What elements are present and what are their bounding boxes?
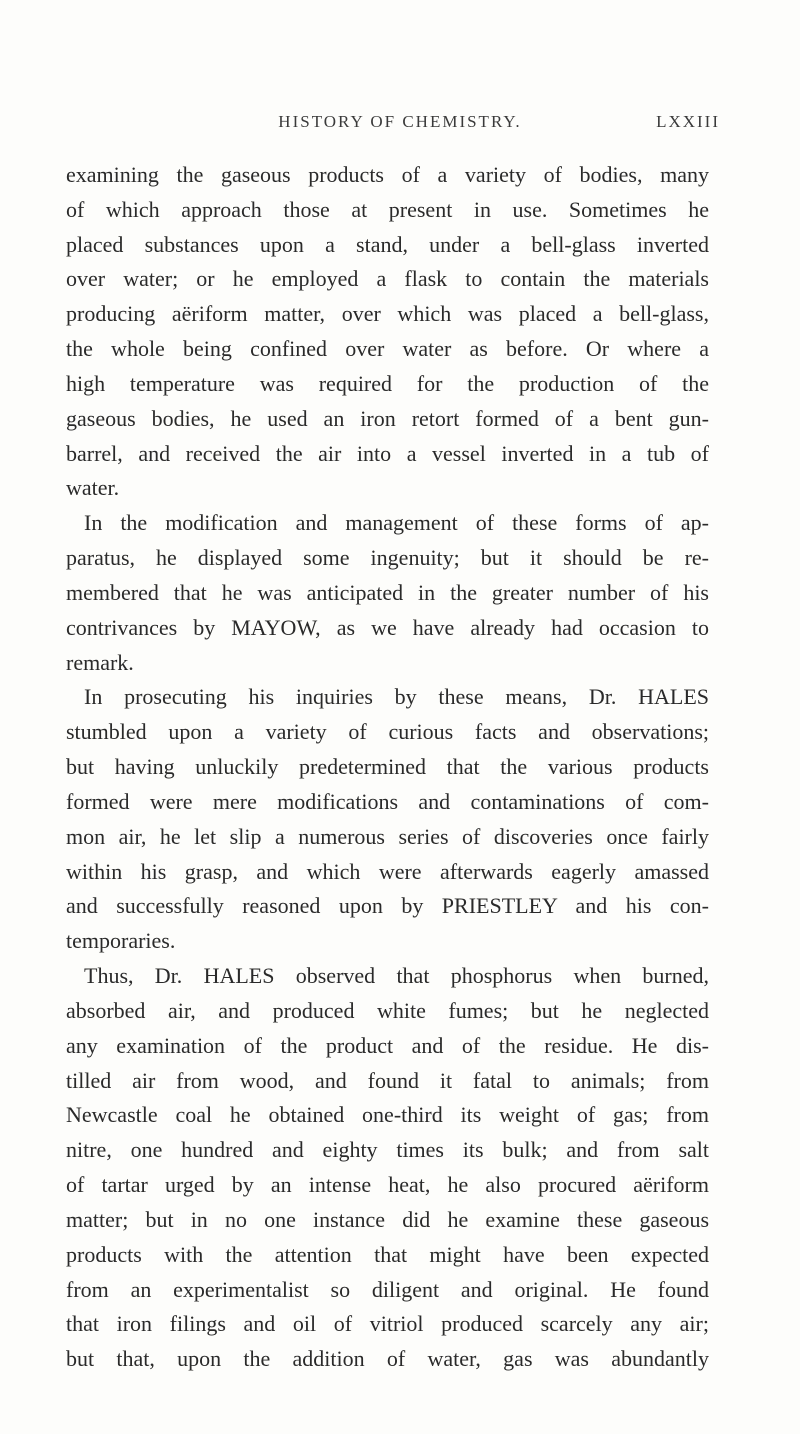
text-line: placed substances upon a stand, under a bell-glass inverted xyxy=(66,231,709,257)
text-line: remark. xyxy=(66,649,134,675)
text-line: over water; or he employed a flask to contain the materials xyxy=(66,266,709,292)
text-line: any examination of the product and of the residue. He dis- xyxy=(66,1032,709,1058)
text-line: products with the attention that might have been expected xyxy=(66,1241,709,1267)
text-line: formed were mere modifications and contaminations of com- xyxy=(66,788,709,814)
text-line: of tartar urged by an intense heat, he also procured aëriform xyxy=(66,1172,709,1198)
text-line: membered that he was anticipated in the greater number of his xyxy=(66,579,709,605)
text-line: high temperature was required for the production of the xyxy=(66,370,709,396)
text-line: matter; but in no one instance did he examine these gaseous xyxy=(66,1206,709,1232)
text-line: water. xyxy=(66,475,120,501)
text-line: absorbed air, and produced white fumes; but he neglected xyxy=(66,997,709,1023)
page-number: LXXIII xyxy=(656,112,720,131)
text-line: barrel, and received the air into a vessel inverted in a tub of xyxy=(66,440,709,466)
text-line: In prosecuting his inquiries by these means, Dr. HALES xyxy=(84,684,709,710)
running-title: HISTORY OF CHEMISTRY. xyxy=(278,112,522,131)
text-line: but having unluckily predetermined that the various products xyxy=(66,754,709,780)
text-line: In the modification and management of these forms of ap- xyxy=(84,510,709,536)
text-line: stumbled upon a variety of curious facts and observations; xyxy=(66,719,709,745)
text-line: within his grasp, and which were afterwards eagerly amassed xyxy=(66,858,709,884)
text-line: nitre, one hundred and eighty times its bulk; and from salt xyxy=(66,1137,709,1163)
text-line: gaseous bodies, he used an iron retort formed of a bent gun- xyxy=(66,405,709,431)
running-head xyxy=(120,110,720,134)
text-line: Newcastle coal he obtained one-third its weight of gas; from xyxy=(66,1102,709,1128)
text-line: tilled air from wood, and found it fatal to animals; from xyxy=(66,1067,709,1093)
text-line: and successfully reasoned upon by PRIESTLEY and his con- xyxy=(66,893,709,919)
text-line: Thus, Dr. HALES observed that phosphorus when burned, xyxy=(84,963,709,989)
text-line: that iron filings and oil of vitriol produced scarcely any air; xyxy=(66,1311,709,1337)
text-line: temporaries. xyxy=(66,928,176,954)
text-line: examining the gaseous products of a variety of bodies, many xyxy=(66,162,709,187)
text-line: the whole being confined over water as before. Or where a xyxy=(66,336,709,362)
text-line: of which approach those at present in use. Sometimes he xyxy=(66,196,709,222)
text-line: but that, upon the addition of water, gas was abundantly xyxy=(66,1346,709,1372)
text-line: mon air, he let slip a numerous series of discoveries once fairly xyxy=(66,823,709,849)
text-line: paratus, he displayed some ingenuity; but it should be re- xyxy=(66,545,709,571)
text-line: producing aëriform matter, over which was placed a bell-glass, xyxy=(66,301,709,327)
text-line: from an experimentalist so diligent and original. He found xyxy=(66,1276,709,1302)
text-line: contrivances by MAYOW, as we have already had occasion to xyxy=(66,614,709,640)
